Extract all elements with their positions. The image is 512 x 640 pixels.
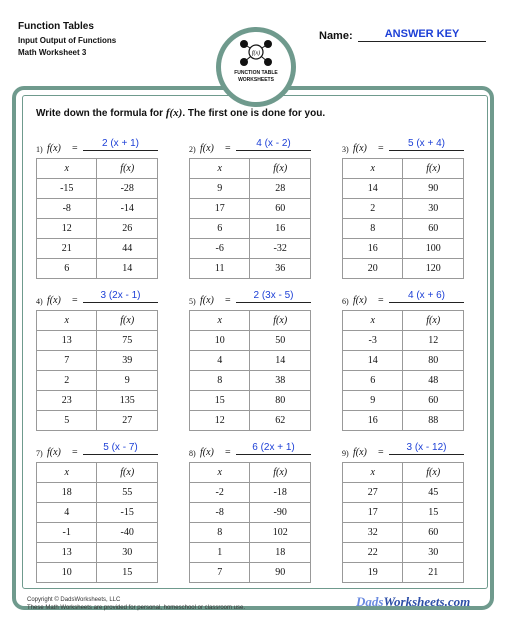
output-cell: 21 xyxy=(403,563,464,583)
function-label: f(x) xyxy=(200,447,214,458)
equals-sign: = xyxy=(72,143,78,154)
output-cell: 36 xyxy=(250,259,311,279)
function-table xyxy=(342,462,464,583)
output-cell: -15 xyxy=(97,503,158,523)
problem-number: 6) xyxy=(342,297,349,306)
output-cell: 30 xyxy=(97,543,158,563)
col-header-x: x xyxy=(190,159,250,179)
table-row xyxy=(190,391,311,411)
input-cell: 17 xyxy=(190,199,250,219)
table-row xyxy=(343,523,464,543)
problem-header xyxy=(36,138,158,158)
input-cell: 2 xyxy=(37,371,97,391)
input-cell: 16 xyxy=(343,239,403,259)
output-cell: -40 xyxy=(97,523,158,543)
col-header-x: x xyxy=(37,463,97,483)
problem-6 xyxy=(342,290,464,431)
output-cell: 30 xyxy=(403,199,464,219)
input-cell: 4 xyxy=(190,351,250,371)
col-header-x: x xyxy=(190,311,250,331)
output-cell: 14 xyxy=(250,351,311,371)
table-row xyxy=(37,563,158,583)
output-cell: 39 xyxy=(97,351,158,371)
input-cell: 10 xyxy=(37,563,97,583)
function-table xyxy=(36,310,158,431)
function-label: f(x) xyxy=(200,295,214,306)
input-cell: 15 xyxy=(190,391,250,411)
input-cell: 17 xyxy=(343,503,403,523)
equals-sign: = xyxy=(378,295,384,306)
problem-number: 4) xyxy=(36,297,43,306)
col-header-fx: f(x) xyxy=(403,311,464,331)
problem-header xyxy=(36,290,158,310)
table-row xyxy=(190,411,311,431)
table-row xyxy=(190,371,311,391)
output-cell: 45 xyxy=(403,483,464,503)
table-row xyxy=(343,199,464,219)
input-cell: 4 xyxy=(37,503,97,523)
function-label: f(x) xyxy=(353,447,367,458)
equals-sign: = xyxy=(72,295,78,306)
output-cell: 75 xyxy=(97,331,158,351)
col-header-fx: f(x) xyxy=(250,311,311,331)
output-cell: 60 xyxy=(403,219,464,239)
problem-header xyxy=(189,290,311,310)
table-row xyxy=(190,523,311,543)
table-row xyxy=(37,391,158,411)
output-cell: 18 xyxy=(250,543,311,563)
instructions-fx: f(x) xyxy=(165,107,183,119)
table-row xyxy=(37,543,158,563)
input-cell: 8 xyxy=(343,219,403,239)
input-cell: 8 xyxy=(190,523,250,543)
equals-sign: = xyxy=(378,447,384,458)
output-cell: 48 xyxy=(403,371,464,391)
input-cell: 12 xyxy=(37,219,97,239)
worksheet-subtitle: Input Output of Functions xyxy=(18,36,117,45)
input-cell: 6 xyxy=(343,371,403,391)
table-row xyxy=(37,351,158,371)
brand-part1: Dads xyxy=(356,594,384,609)
answer-field[interactable]: 2 (x + 1) xyxy=(83,138,158,151)
logo-caption xyxy=(221,70,291,84)
table-row xyxy=(190,543,311,563)
table-row xyxy=(343,371,464,391)
col-header-fx: f(x) xyxy=(97,311,158,331)
table-header-row xyxy=(343,159,464,179)
table-row xyxy=(190,563,311,583)
answer-field[interactable]: 2 (3x - 5) xyxy=(236,290,311,303)
col-header-fx: f(x) xyxy=(97,159,158,179)
input-cell: 14 xyxy=(343,351,403,371)
input-cell: 22 xyxy=(343,543,403,563)
answer-field[interactable]: 4 (x - 2) xyxy=(236,138,311,151)
function-table xyxy=(342,310,464,431)
input-cell: -2 xyxy=(190,483,250,503)
output-cell: 60 xyxy=(403,523,464,543)
problem-4 xyxy=(36,290,158,431)
table-header-row xyxy=(343,463,464,483)
table-row xyxy=(190,179,311,199)
logo-caption-line1: FUNCTION TABLE xyxy=(234,70,278,76)
instructions-before: Write down the formula for xyxy=(36,108,166,119)
input-cell: 32 xyxy=(343,523,403,543)
col-header-x: x xyxy=(343,463,403,483)
function-table xyxy=(36,462,158,583)
input-cell: 16 xyxy=(343,411,403,431)
input-cell: 5 xyxy=(37,411,97,431)
input-cell: 23 xyxy=(37,391,97,411)
table-row xyxy=(190,199,311,219)
output-cell: 50 xyxy=(250,331,311,351)
input-cell: 20 xyxy=(343,259,403,279)
function-label: f(x) xyxy=(47,295,61,306)
problem-header xyxy=(36,442,158,462)
input-cell: 9 xyxy=(190,179,250,199)
equals-sign: = xyxy=(225,447,231,458)
col-header-x: x xyxy=(37,159,97,179)
instructions xyxy=(36,107,325,119)
problem-number: 5) xyxy=(189,297,196,306)
equals-sign: = xyxy=(225,143,231,154)
equals-sign: = xyxy=(72,447,78,458)
logo-caption-line2: WORKSHEETS xyxy=(238,77,274,83)
output-cell: 27 xyxy=(97,411,158,431)
output-cell: 102 xyxy=(250,523,311,543)
table-row xyxy=(343,239,464,259)
input-cell: -1 xyxy=(37,523,97,543)
table-row xyxy=(37,483,158,503)
output-cell: 9 xyxy=(97,371,158,391)
output-cell: -18 xyxy=(250,483,311,503)
problem-2 xyxy=(189,138,311,279)
table-row xyxy=(343,179,464,199)
answer-field[interactable]: 3 (x - 12) xyxy=(389,442,464,455)
output-cell: 26 xyxy=(97,219,158,239)
usage-note: These Math Worksheets are provided for personal, homeschool or classroom use. xyxy=(27,605,245,611)
problem-header xyxy=(189,442,311,462)
input-cell: 12 xyxy=(190,411,250,431)
table-row xyxy=(190,483,311,503)
output-cell: 135 xyxy=(97,391,158,411)
output-cell: 28 xyxy=(250,179,311,199)
table-row xyxy=(190,351,311,371)
input-cell: 21 xyxy=(37,239,97,259)
input-cell: 2 xyxy=(343,199,403,219)
input-cell: 27 xyxy=(343,483,403,503)
output-cell: 55 xyxy=(97,483,158,503)
table-row xyxy=(37,179,158,199)
table-row xyxy=(343,331,464,351)
col-header-fx: f(x) xyxy=(403,159,464,179)
col-header-x: x xyxy=(343,159,403,179)
table-row xyxy=(343,483,464,503)
output-cell: 14 xyxy=(97,259,158,279)
worksheet-title: Function Tables xyxy=(18,21,94,32)
table-row xyxy=(343,351,464,371)
input-cell: 6 xyxy=(37,259,97,279)
function-table xyxy=(189,462,311,583)
table-header-row xyxy=(343,311,464,331)
input-cell: 18 xyxy=(37,483,97,503)
output-cell: 60 xyxy=(403,391,464,411)
table-row xyxy=(190,219,311,239)
input-cell: 14 xyxy=(343,179,403,199)
problem-1 xyxy=(36,138,158,279)
col-header-x: x xyxy=(190,463,250,483)
table-row xyxy=(190,259,311,279)
table-row xyxy=(37,199,158,219)
output-cell: 100 xyxy=(403,239,464,259)
problem-number: 3) xyxy=(342,145,349,154)
output-cell: 30 xyxy=(403,543,464,563)
answer-field[interactable]: 5 (x - 7) xyxy=(83,442,158,455)
problem-header xyxy=(342,290,464,310)
table-row xyxy=(343,219,464,239)
table-row xyxy=(190,331,311,351)
problem-number: 1) xyxy=(36,145,43,154)
input-cell: -3 xyxy=(343,331,403,351)
table-row xyxy=(37,259,158,279)
answer-field[interactable]: 6 (2x + 1) xyxy=(236,442,311,455)
function-table xyxy=(36,158,158,279)
input-cell: -15 xyxy=(37,179,97,199)
table-header-row xyxy=(190,159,311,179)
function-label: f(x) xyxy=(353,295,367,306)
input-cell: 7 xyxy=(37,351,97,371)
input-cell: 9 xyxy=(343,391,403,411)
table-row xyxy=(37,331,158,351)
function-label: f(x) xyxy=(353,143,367,154)
problem-number: 2) xyxy=(189,145,196,154)
answer-field[interactable]: 3 (2x - 1) xyxy=(83,290,158,303)
problem-number: 8) xyxy=(189,449,196,458)
problem-number: 9) xyxy=(342,449,349,458)
copyright-text: Copyright © DadsWorksheets, LLC xyxy=(27,597,121,603)
table-row xyxy=(37,503,158,523)
name-label: Name: xyxy=(319,30,353,42)
output-cell: 38 xyxy=(250,371,311,391)
input-cell: 11 xyxy=(190,259,250,279)
function-label: f(x) xyxy=(47,143,61,154)
table-row xyxy=(343,543,464,563)
input-cell: -8 xyxy=(37,199,97,219)
input-cell: 6 xyxy=(190,219,250,239)
output-cell: 12 xyxy=(403,331,464,351)
table-row xyxy=(343,503,464,523)
table-row xyxy=(343,259,464,279)
problem-header xyxy=(189,138,311,158)
col-header-fx: f(x) xyxy=(97,463,158,483)
problem-7 xyxy=(36,442,158,583)
table-row xyxy=(343,391,464,411)
input-cell: 1 xyxy=(190,543,250,563)
output-cell: -90 xyxy=(250,503,311,523)
input-cell: -8 xyxy=(190,503,250,523)
col-header-fx: f(x) xyxy=(403,463,464,483)
output-cell: 88 xyxy=(403,411,464,431)
function-label: f(x) xyxy=(47,447,61,458)
problem-8 xyxy=(189,442,311,583)
brand-part2: Worksheets.com xyxy=(383,594,471,609)
col-header-x: x xyxy=(343,311,403,331)
answer-field[interactable]: 5 (x + 4) xyxy=(389,138,464,151)
instructions-after: . The first one is done for you. xyxy=(182,108,326,119)
brand-logo[interactable] xyxy=(356,594,470,610)
problem-9 xyxy=(342,442,464,583)
function-table xyxy=(342,158,464,279)
table-header-row xyxy=(37,311,158,331)
col-header-fx: f(x) xyxy=(250,159,311,179)
output-cell: -28 xyxy=(97,179,158,199)
output-cell: -32 xyxy=(250,239,311,259)
problem-5 xyxy=(189,290,311,431)
table-row xyxy=(190,503,311,523)
table-header-row xyxy=(190,463,311,483)
output-cell: 60 xyxy=(250,199,311,219)
logo-fx-symbol: f(x) xyxy=(251,50,261,57)
output-cell: 90 xyxy=(250,563,311,583)
input-cell: 13 xyxy=(37,331,97,351)
table-header-row xyxy=(190,311,311,331)
table-row xyxy=(37,219,158,239)
col-header-fx: f(x) xyxy=(250,463,311,483)
table-row xyxy=(343,563,464,583)
output-cell: 80 xyxy=(403,351,464,371)
table-row xyxy=(37,523,158,543)
output-cell: 16 xyxy=(250,219,311,239)
function-table xyxy=(189,158,311,279)
problem-number: 7) xyxy=(36,449,43,458)
input-cell: 8 xyxy=(190,371,250,391)
table-row xyxy=(190,239,311,259)
output-cell: 80 xyxy=(250,391,311,411)
problem-3 xyxy=(342,138,464,279)
output-cell: 15 xyxy=(403,503,464,523)
input-cell: 10 xyxy=(190,331,250,351)
equals-sign: = xyxy=(225,295,231,306)
output-cell: 44 xyxy=(97,239,158,259)
input-cell: 13 xyxy=(37,543,97,563)
input-cell: -6 xyxy=(190,239,250,259)
col-header-x: x xyxy=(37,311,97,331)
output-cell: -14 xyxy=(97,199,158,219)
answer-field[interactable]: 4 (x + 6) xyxy=(389,290,464,303)
equals-sign: = xyxy=(378,143,384,154)
footer xyxy=(27,596,245,612)
output-cell: 90 xyxy=(403,179,464,199)
input-cell: 7 xyxy=(190,563,250,583)
table-row xyxy=(37,371,158,391)
input-cell: 19 xyxy=(343,563,403,583)
table-row xyxy=(343,411,464,431)
function-table xyxy=(189,310,311,431)
table-row xyxy=(37,239,158,259)
name-field[interactable]: ANSWER KEY xyxy=(358,27,486,42)
table-row xyxy=(37,411,158,431)
problem-header xyxy=(342,138,464,158)
output-cell: 15 xyxy=(97,563,158,583)
output-cell: 120 xyxy=(403,259,464,279)
problem-header xyxy=(342,442,464,462)
worksheet-number: Math Worksheet 3 xyxy=(18,48,87,57)
output-cell: 62 xyxy=(250,411,311,431)
function-machine-icon xyxy=(234,38,278,70)
table-header-row xyxy=(37,159,158,179)
function-label: f(x) xyxy=(200,143,214,154)
table-header-row xyxy=(37,463,158,483)
